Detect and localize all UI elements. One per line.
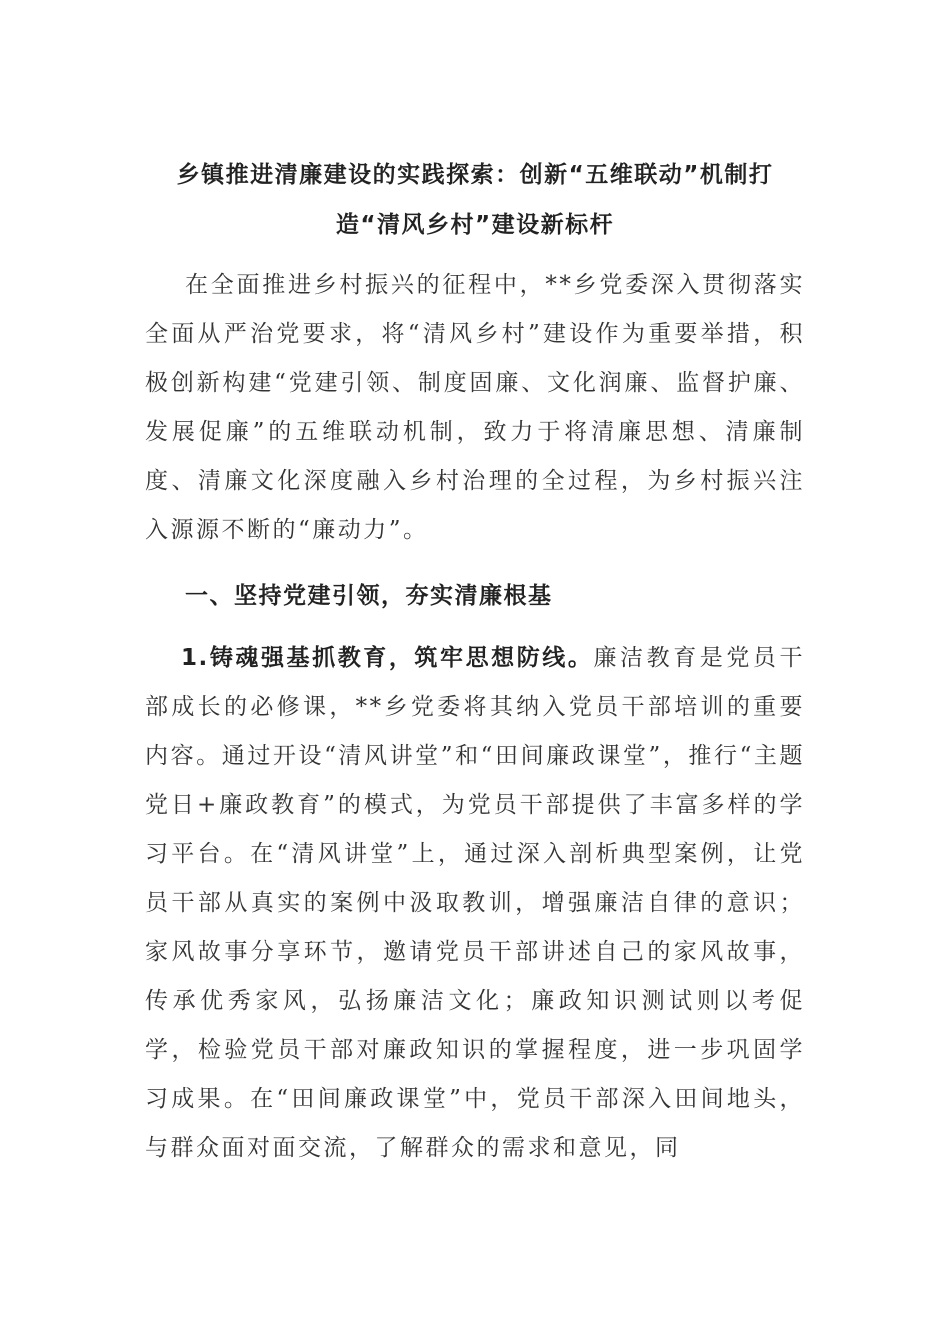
document-title: 乡镇推进清廉建设的实践探索：创新“五维联动”机制打造“清风乡村”建设新标杆 [176,162,774,238]
intro-paragraph: 在全面推进乡村振兴的征程中，**乡党委深入贯彻落实全面从严治党要求，将“清风乡村”建设作为重要举措，积极创新构建“党建引领、制度固廉、文化润廉、监督护廉、发展促廉”的五维联动机制，致力于将清廉思想、清廉制度、清廉文化深度融入乡村治理的全过程，为乡村振兴注入源源不断的“廉动力”。 [145,272,805,543]
section-heading: 一、坚持党建引领，夯实清廉根基 [185,583,553,609]
item-lead-sentence: 1.铸魂强基抓教育，筑牢思想防线。 [181,645,594,671]
section-1-item-1-paragraph [145,634,805,1173]
item-body-text: 廉洁教育是党员干部成长的必修课，**乡党委将其纳入党员干部培训的重要内容。通过开设“清风讲堂”和“田间廉政课堂”，推行“主题党日+廉政教育”的模式，为党员干部提供了丰富多样的学习平台。在“清风讲堂”上，通过深入剖析典型案例，让党员干部从真实的案例中汲取教训，增强廉洁自律的意识；家风故事分享环节，邀请党员干部讲述自己的家风故事，传承优秀家风，弘扬廉洁文化；廉政知识测试则以考促学，检验党员干部对廉政知识的掌握程度，进一步巩固学习成果。在“田间廉政课堂”中，党员干部深入田间地头，与群众面对面交流，了解群众的需求和意见，同 [145,645,806,1161]
